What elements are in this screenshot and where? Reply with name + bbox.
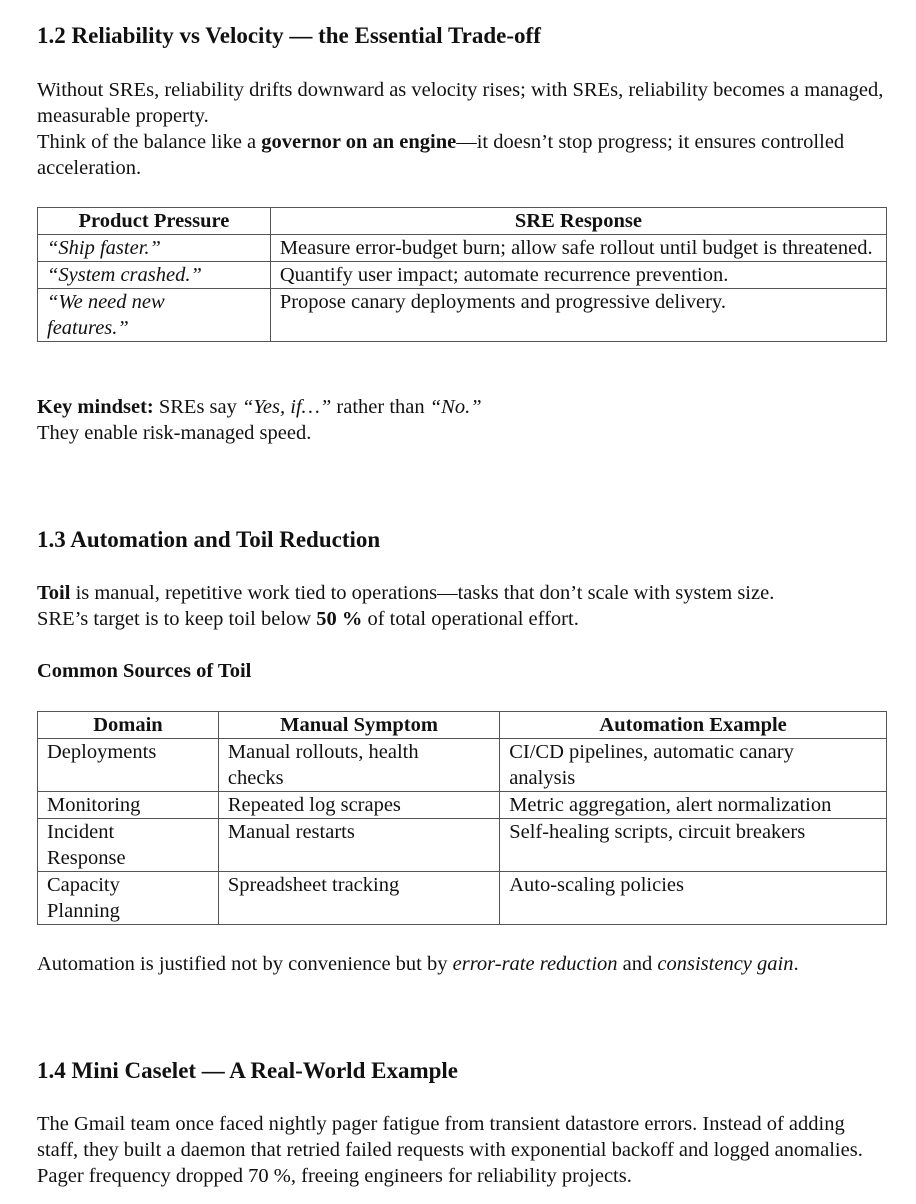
response-cell: Quantify user impact; automate recurrence prevention. [270,262,886,289]
table-row [38,819,887,872]
text-run: is manual, repetitive work tied to operations—tasks that don’t scale with system size. [70,582,775,604]
table-row [38,289,887,342]
table-row [38,739,887,792]
intro-paragraph: Without SREs, reliability drifts downward as velocity rises; with SREs, reliability becomes a managed, measurable property. [37,79,884,127]
column-header: SRE Response [270,208,886,235]
column-header: Product Pressure [38,208,271,235]
symptom-cell: Repeated log scrapes [218,792,499,819]
governor-paragraph [37,129,887,181]
target-line [37,606,887,632]
column-header: Automation Example [500,712,887,739]
quote-yes-if: “Yes, if…” [242,396,332,418]
domain-cell: Monitoring [38,792,219,819]
example-cell: CI/CD pipelines, automatic canary analysis [500,739,887,792]
caselet-paragraph: The Gmail team once faced nightly pager fatigue from transient datastore errors. Instead of adding staff, they built a daemon that retried failed requests with exponential backoff and logged anomalies. Pager frequency dropped 70 %, freeing engineers for reliability projects. [37,1113,863,1187]
emphasis-error-rate: error-rate reduction [452,953,618,975]
text-run: rather than [331,396,430,418]
response-cell: Propose canary deployments and progressive delivery. [270,289,886,342]
response-cell: Measure error-budget burn; allow safe rollout until budget is threatened. [270,235,886,262]
emphasis-governor: governor on an engine [261,131,457,153]
text-run: —it doesn’t stop progress; it ensures controlled acceleration. [37,131,845,179]
example-cell: Metric aggregation, alert normalization [500,792,887,819]
automation-closing [37,951,887,977]
symptom-cell: Manual rollouts, health checks [218,739,499,792]
quote-no: “No.” [429,396,482,418]
toil-target-value: 50 % [316,608,363,630]
mindset-line-2: They enable risk-managed speed. [37,422,312,444]
column-header: Manual Symptom [218,712,499,739]
symptom-cell: Manual restarts [218,819,499,872]
domain-cell: Deployments [38,739,219,792]
emphasis-consistency: consistency gain [657,953,794,975]
closing-line [37,951,887,977]
text-run: of total operational effort. [362,608,579,630]
section-heading-1-3: 1.3 Automation and Toil Reduction [37,527,381,552]
caselet-body [37,1111,887,1189]
mindset-line [37,394,887,420]
text-run: Think of the balance like a [37,131,262,153]
section-heading-1-2: 1.2 Reliability vs Velocity — the Essential Trade-off [37,23,541,48]
table-row [38,872,887,925]
section-heading-1-4: 1.4 Mini Caselet — A Real-World Example [37,1058,459,1083]
table-header-row [38,712,887,739]
column-header: Domain [38,712,219,739]
pressure-cell: “Ship faster.” [47,237,161,259]
term-toil: Toil [37,582,71,604]
table-row [38,262,887,289]
pressure-response-table [37,207,887,342]
domain-cell: Capacity Planning [38,872,219,925]
toil-sources-subheading: Common Sources of Toil [37,660,252,682]
text-run: and [617,953,658,975]
text-run: Automation is justified not by convenience but by [37,953,453,975]
text-run: SRE’s target is to keep toil below [37,608,317,630]
example-cell: Self-healing scripts, circuit breakers [500,819,887,872]
domain-cell: Incident Response [38,819,219,872]
section-1-2-intro [37,77,887,181]
toil-line [37,580,887,606]
symptom-cell: Spreadsheet tracking [218,872,499,925]
table-row [38,792,887,819]
text-run: SREs say [153,396,243,418]
table-header-row [38,208,887,235]
table-row [38,235,887,262]
mindset-label: Key mindset: [37,396,154,418]
example-cell: Auto-scaling policies [500,872,887,925]
text-run: . [793,953,799,975]
toil-definition [37,580,887,632]
toil-sources-table [37,711,887,925]
key-mindset [37,394,887,446]
pressure-cell: “System crashed.” [47,264,202,286]
pressure-cell: “We need new features.” [47,291,165,339]
